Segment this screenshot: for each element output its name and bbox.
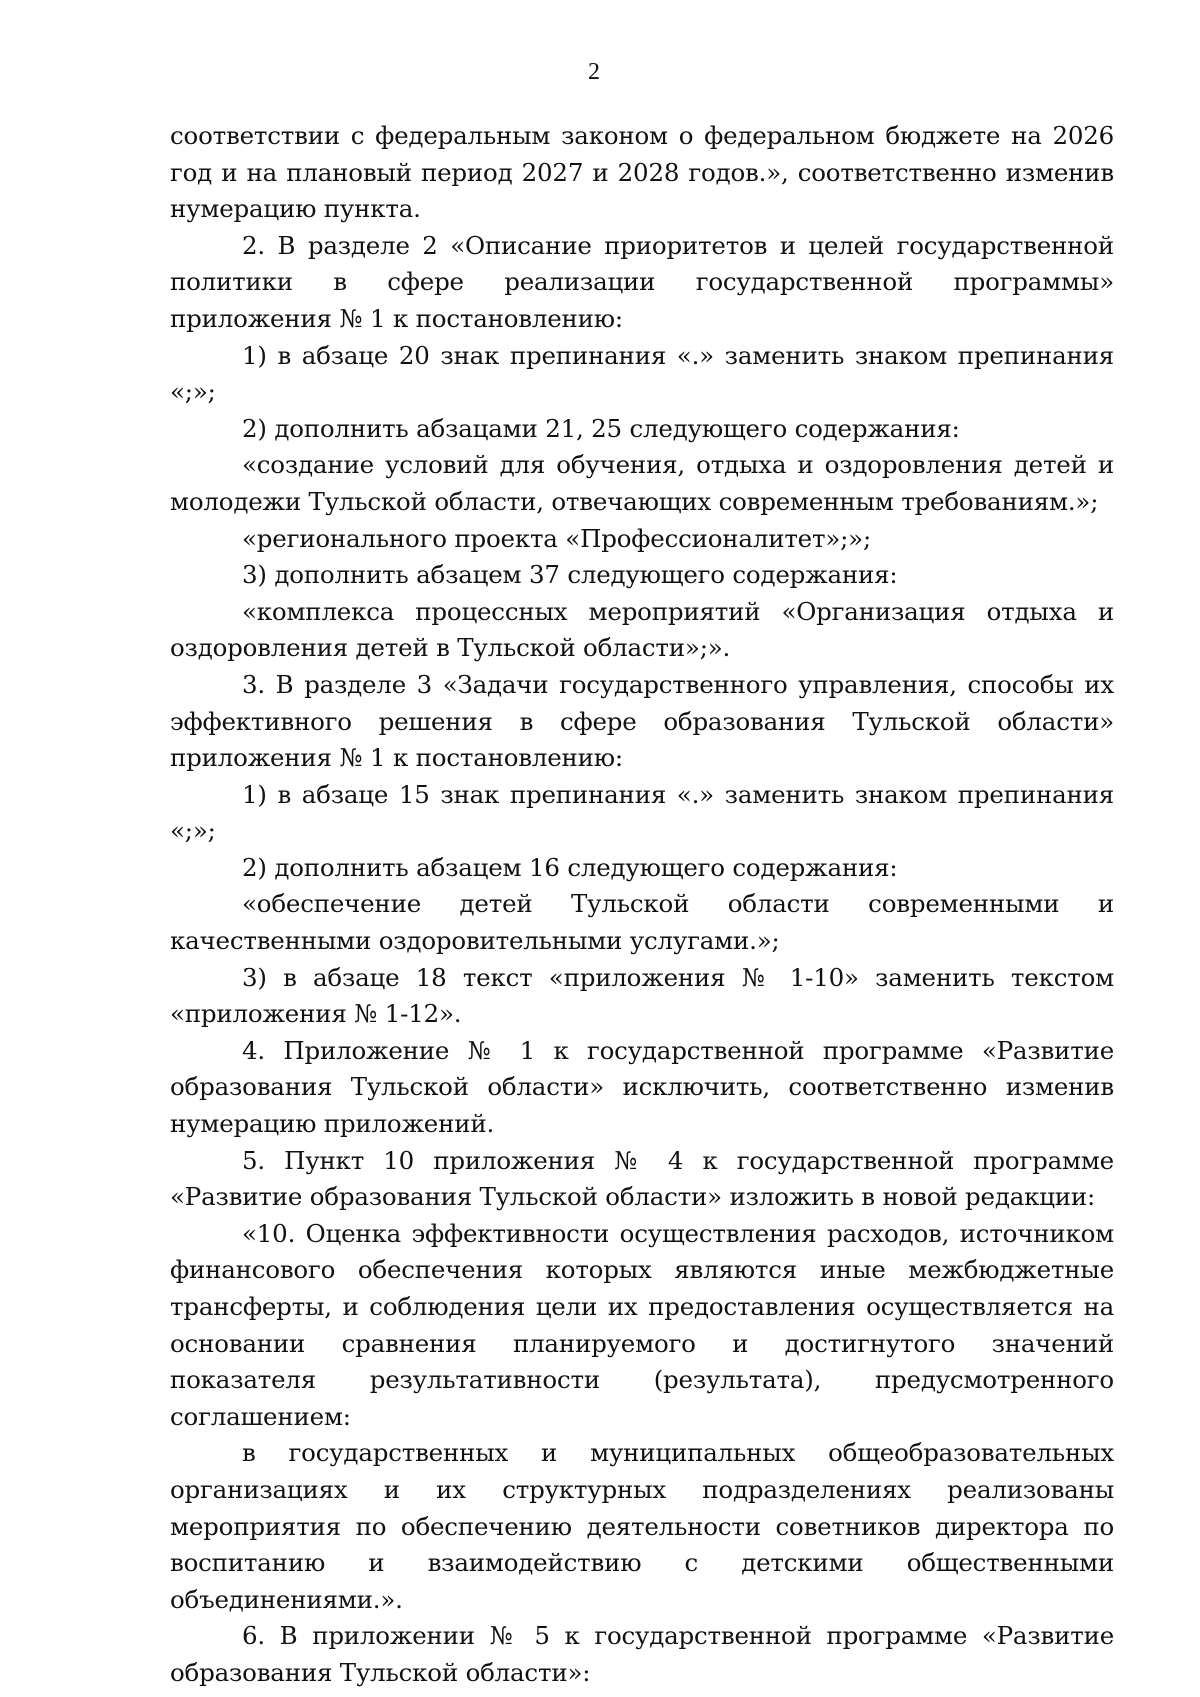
paragraph-item-5: 5. Пункт 10 приложения № 4 к государственной программе «Развитие образования Тульской области» изложить в новой редакции: [170, 1145, 1114, 1212]
paragraph-quote-5a: «10. Оценка эффективности осуществления расходов, источником финансового обеспечения которых являются иные межбюджетные трансферты, и соблюдения цели их предоставления осуществляется на основании сравнения планируемого и достигнутого значений показателя результативности (результата), предусмотренного соглашением: [170, 1218, 1114, 1431]
document-body [170, 118, 1114, 1692]
paragraph-subitem-3-3: 3) в абзаце 18 текст «приложения № 1-10» заменить текстом «приложения № 1-12». [170, 962, 1114, 1029]
paragraph-quote-3-2: «обеспечение детей Тульской области современными и качественными оздоровительными услугами.»; [170, 889, 1114, 956]
paragraph-subitem-2-2: 2) дополнить абзацами 21, 25 следующего содержания: [242, 413, 960, 443]
page-number: 2 [588, 59, 600, 85]
paragraph-item-2: 2. В разделе 2 «Описание приоритетов и целей государственной политики в сфере реализации государственной программы» приложения № 1 к постановлению: [170, 230, 1114, 333]
paragraph-quote-2-2b: «регионального проекта «Профессионалитет»;»; [242, 523, 872, 553]
paragraph-quote-2-2a: «создание условий для обучения, отдыха и оздоровления детей и молодежи Тульской области, отвечающих современным требованиям.»; [170, 450, 1114, 516]
paragraph-quote-2-3: «комплекса процессных мероприятий «Организация отдыха и оздоровления детей в Тульской области»;». [170, 596, 1114, 663]
paragraph-item-4: 4. Приложение № 1 к государственной программе «Развитие образования Тульской области» исключить, соответственно изменив нумерацию приложений. [170, 1035, 1114, 1139]
paragraph-subitem-3-1: 1) в абзаце 15 знак препинания «.» заменить знаком препинания «;»; [170, 779, 1114, 846]
paragraph-item-6: 6. В приложении № 5 к государственной программе «Развитие образования Тульской области»: [170, 1621, 1114, 1687]
paragraph-subitem-2-1: 1) в абзаце 20 знак препинания «.» заменить знаком препинания «;»; [170, 340, 1114, 407]
paragraph-subitem-3-2: 2) дополнить абзацем 16 следующего содержания: [242, 852, 898, 882]
paragraph-continuation: соответствии с федеральным законом о федеральном бюджете на 2026 год и на плановый период 2027 и 2028 годов.», соответственно изменив нумерацию пункта. [170, 121, 1114, 224]
paragraph-quote-5b: в государственных и муниципальных общеобразовательных организациях и их структурных подразделениях реализованы мероприятия по обеспечению деятельности советников директора по воспитанию и взаимодействию с детскими общественными объединениями.». [170, 1438, 1114, 1614]
paragraph-subitem-2-3: 3) дополнить абзацем 37 следующего содержания: [242, 560, 898, 590]
paragraph-item-3: 3. В разделе 3 «Задачи государственного управления, способы их эффективного решения в сфере образования Тульской области» приложения № 1 к постановлению: [170, 669, 1114, 773]
